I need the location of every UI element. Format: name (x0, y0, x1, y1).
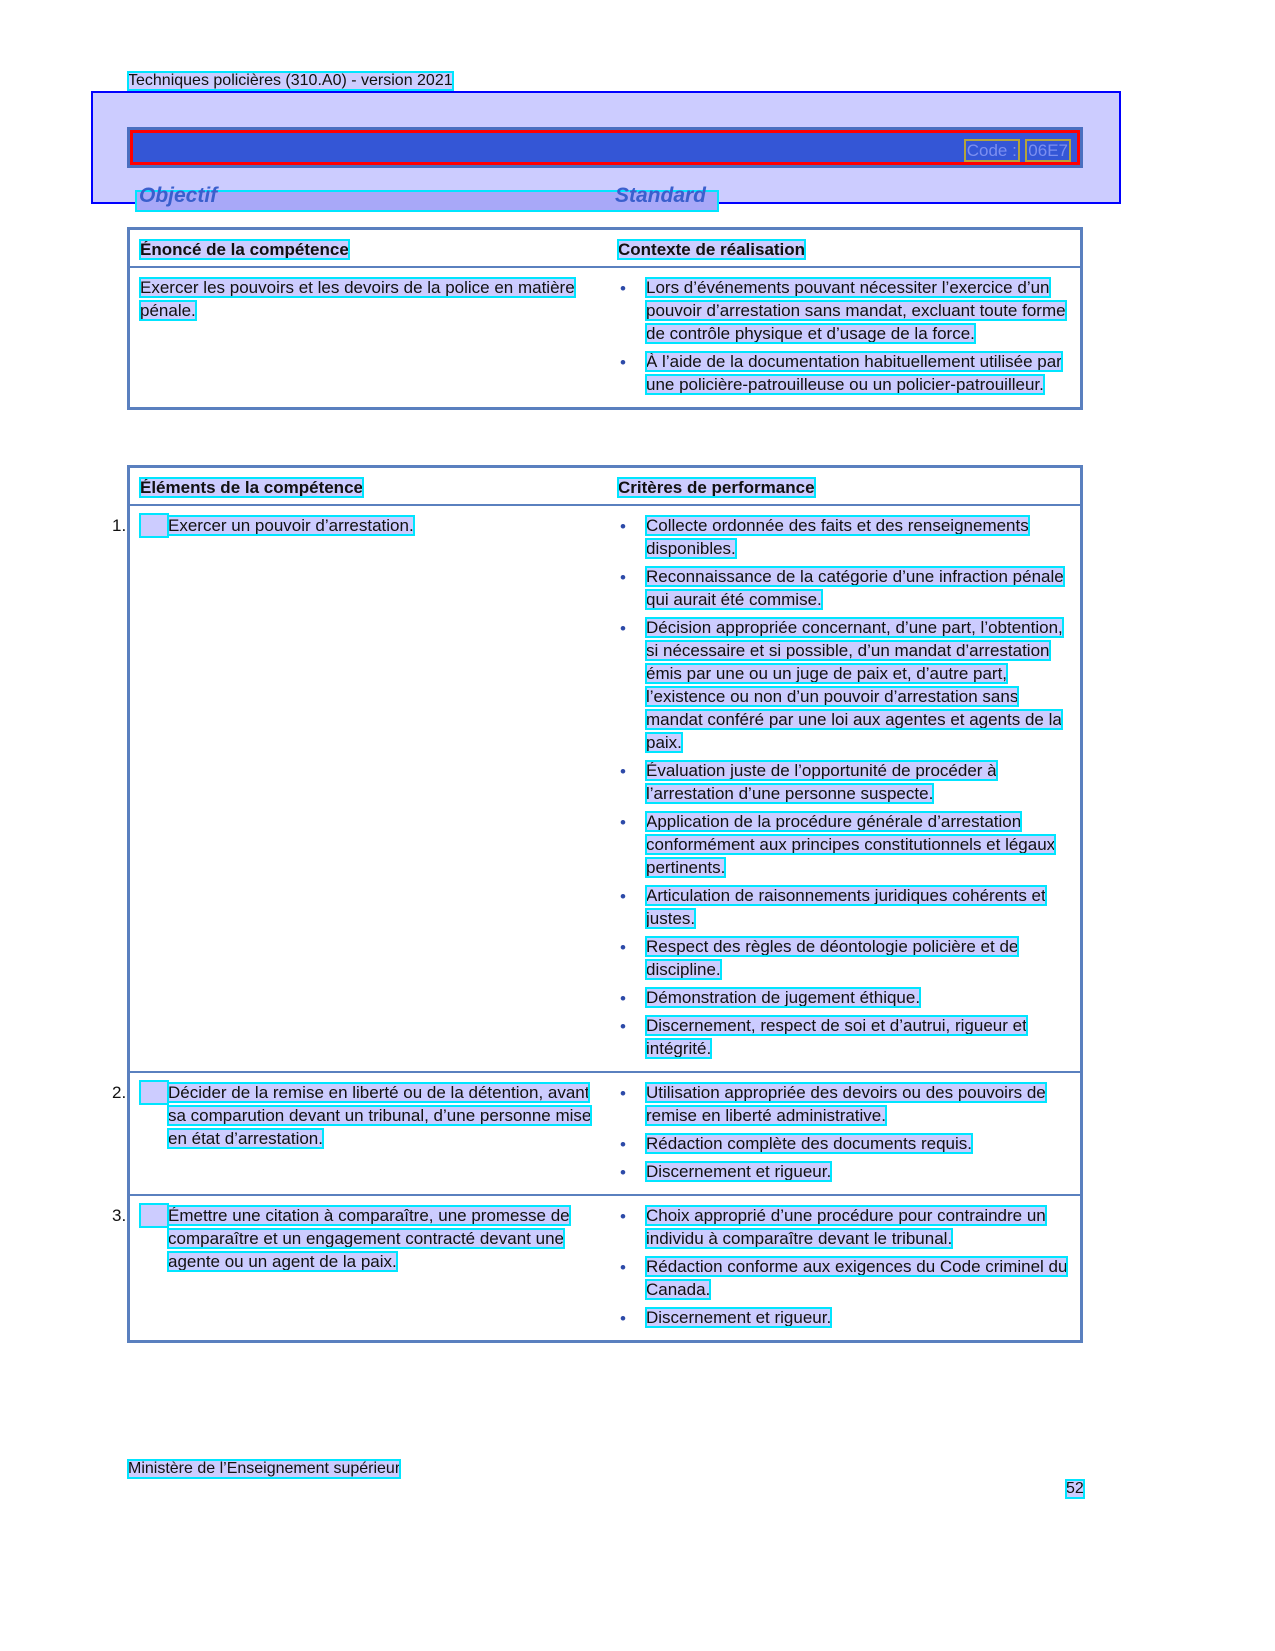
element-cell (112, 1195, 609, 1342)
criterion-text: Application de la procédure générale d’arrestation conformément aux principes constitutionnels et légaux pertinents. (646, 812, 1056, 877)
criterion-item (618, 514, 1070, 560)
criterion-item (618, 759, 1070, 805)
criterion-text: Articulation de raisonnements juridiques cohérents et justes. (646, 886, 1046, 928)
element-cell (112, 1072, 609, 1195)
criteria-cell (608, 1072, 1082, 1195)
bullet-icon: • (620, 813, 626, 832)
objectif-heading: Objectif (139, 184, 218, 207)
bullet-icon: • (620, 989, 626, 1008)
criterion-text: Reconnaissance de la catégorie d’une infraction pénale qui aurait été commise. (646, 567, 1064, 609)
element-cell (112, 505, 609, 1072)
criterion-item (618, 565, 1070, 611)
criterion-text: Lors d’événements pouvant nécessiter l’exercice d’un pouvoir d’arrestation sans mandat, excluant toute forme de contrôle physique et d’usage de la force. (646, 278, 1066, 343)
element-number: 3. (140, 1204, 168, 1227)
criterion-text: Évaluation juste de l’opportunité de procéder à l’arrestation d’une personne suspecte. (646, 761, 997, 803)
bullet-icon: • (620, 353, 626, 372)
criterion-text: Utilisation appropriée des devoirs ou des pouvoirs de remise en liberté administrative. (646, 1083, 1046, 1125)
criterion-item (618, 1255, 1070, 1301)
criteria-list (618, 514, 1070, 1060)
bullet-icon: • (620, 1207, 626, 1226)
competency-code: Code : 06E7 (966, 141, 1068, 160)
criterion-item (618, 1204, 1070, 1250)
criterion-item (618, 1306, 1070, 1329)
criterion-item (618, 1132, 1070, 1155)
criteria-cell (608, 1195, 1082, 1342)
col-header: Contexte de réalisation (618, 240, 806, 259)
criterion-item (618, 1014, 1070, 1060)
col-header: Énoncé de la compétence (140, 240, 349, 259)
contexte-list (618, 276, 1070, 396)
criterion-text: Discernement, respect de soi et d’autrui, rigueur et intégrité. (646, 1016, 1027, 1058)
criterion-item (618, 350, 1070, 396)
competency-title-bar (127, 127, 1083, 168)
col-header: Critères de performance (618, 478, 815, 497)
bullet-icon: • (620, 1163, 626, 1182)
criterion-text: Discernement et rigueur. (646, 1308, 832, 1327)
criterion-item (618, 1160, 1070, 1183)
criteria-cell (608, 505, 1082, 1072)
criterion-text: Respect des règles de déontologie policière et de discipline. (646, 937, 1019, 979)
bullet-icon: • (620, 619, 626, 638)
enonce-table (127, 227, 1083, 410)
criterion-item (618, 276, 1070, 345)
criterion-item (618, 810, 1070, 879)
bullet-icon: • (620, 887, 626, 906)
table-row (129, 1072, 1082, 1195)
element-text (112, 1081, 598, 1150)
criterion-text: Rédaction conforme aux exigences du Code criminel du Canada. (646, 1257, 1068, 1299)
criterion-item (618, 986, 1070, 1009)
criterion-item (618, 935, 1070, 981)
criterion-item (618, 616, 1070, 754)
element-number: 1. (140, 514, 168, 537)
element-text (112, 514, 598, 537)
criterion-text: Décision appropriée concernant, d’une part, l’obtention, si nécessaire et si possible, d’un mandat d’arrestation émis par une ou un juge de paix et, d’autre part, l’existence ou non d’un pouvoir d’arrestation sans mandat conféré par une loi aux agentes et agents de la paix. (646, 618, 1063, 752)
bullet-icon: • (620, 568, 626, 587)
elements-table (112, 465, 1083, 1343)
enonce-text: Exercer les pouvoirs et les devoirs de la police en matière pénale. (140, 278, 575, 320)
criterion-item (618, 1081, 1070, 1127)
bullet-icon: • (620, 1258, 626, 1277)
criterion-text: Choix approprié d’une procédure pour contraindre un individu à comparaître devant le tribunal. (646, 1206, 1046, 1248)
criterion-text: Collecte ordonnée des faits et des renseignements disponibles. (646, 516, 1029, 558)
page-number: 52 (1066, 1480, 1084, 1497)
running-header: Techniques policières (310.A0) - version 2021 (128, 72, 453, 89)
table-row (129, 505, 1082, 1072)
bullet-icon: • (620, 762, 626, 781)
element-label: Exercer un pouvoir d’arrestation. (168, 516, 414, 535)
table-row (129, 1195, 1082, 1342)
element-label: Décider de la remise en liberté ou de la détention, avant sa comparution devant un tribunal, d’une personne mise en état d’arrestation. (168, 1083, 592, 1148)
bullet-icon: • (620, 1017, 626, 1036)
criterion-text: À l’aide de la documentation habituellement utilisée par une policière-patrouilleuse ou un policier-patrouilleur. (646, 352, 1062, 394)
criteria-list (618, 1081, 1070, 1183)
element-number: 2. (140, 1081, 168, 1104)
criterion-text: Discernement et rigueur. (646, 1162, 832, 1181)
col-header: Éléments de la compétence (140, 478, 363, 497)
bullet-icon: • (620, 279, 626, 298)
element-label: Émettre une citation à comparaître, une promesse de comparaître et un engagement contracté devant une agente ou un agent de la paix. (168, 1206, 570, 1271)
bullet-icon: • (620, 1135, 626, 1154)
bullet-icon: • (620, 517, 626, 536)
element-text (112, 1204, 598, 1273)
criterion-item (618, 884, 1070, 930)
criterion-text: Démonstration de jugement éthique. (646, 988, 921, 1007)
bullet-icon: • (620, 1084, 626, 1103)
criterion-text: Rédaction complète des documents requis. (646, 1134, 973, 1153)
criteria-list (618, 1204, 1070, 1329)
footer-ministry: Ministère de l’Enseignement supérieur (128, 1460, 401, 1477)
standard-heading: Standard (615, 184, 707, 207)
bullet-icon: • (620, 1309, 626, 1328)
bullet-icon: • (620, 938, 626, 957)
